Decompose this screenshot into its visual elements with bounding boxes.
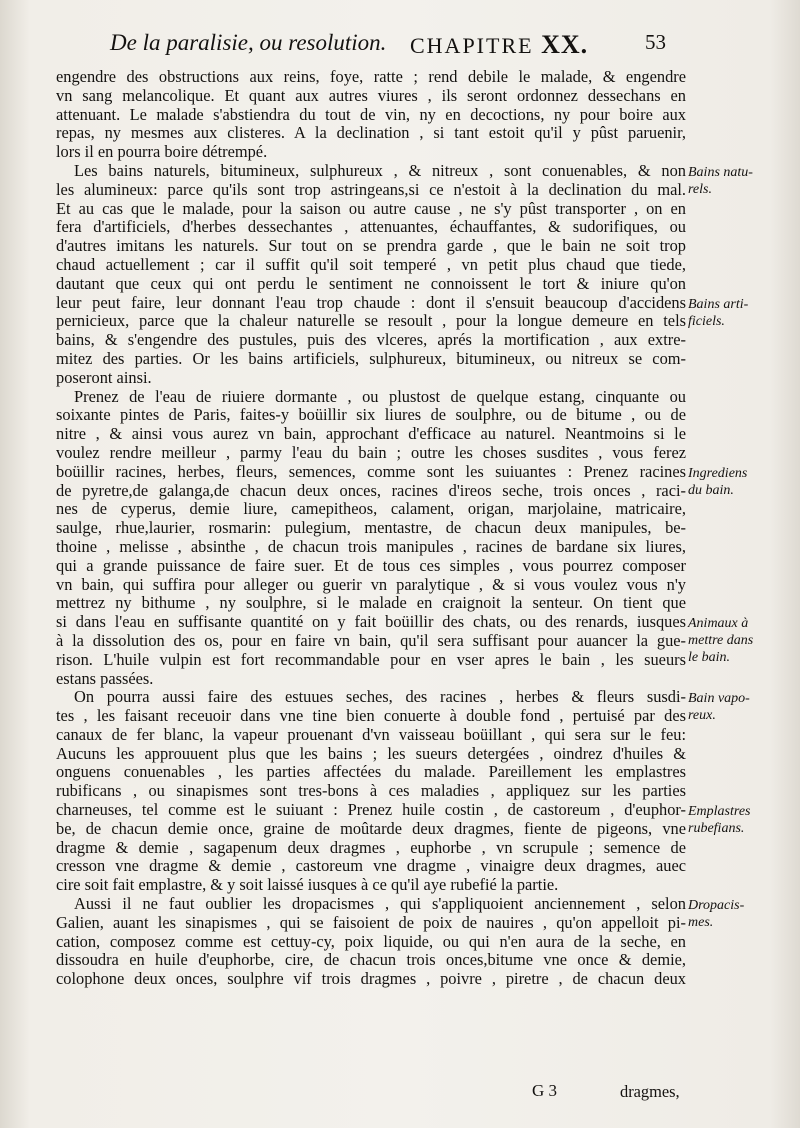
text-line: Aussi il ne faut oublier les dropacismes , qui s'appliquoient anciennement , selon [74, 895, 686, 914]
text-line: bains, & s'engendre des pustules, puis des vlceres, aprés la mortification , aux extre- [56, 331, 686, 350]
text-line: à la dissolution des os, pour en faire vn bain, qu'il sera suffisant pour auancer la gue- [56, 631, 686, 650]
text-line: mettrez ny bithume , ny soulphre, si le malade en craignoit la senteur. On tient que [56, 594, 686, 613]
margin-note-line: mettre dans [688, 633, 754, 649]
margin-note-line: reux. [688, 708, 716, 724]
text-line: Et au cas que le malade, pour la saison ou autre cause , ne s'y pûst transporter , on en [56, 199, 686, 218]
margin-note-line: Emplastres [688, 804, 751, 820]
text-line: onguens conuenables , les parties affectées du malade. Pareillement les emplastres [56, 763, 686, 782]
text-line: Prenez de l'eau de riuiere dormante , ou plustost de quelque estang, cinquante ou [74, 387, 686, 406]
text-line: canaux de fer blanc, la vapeur prouenant d'vn vaisseau boüillant , qui sera sur le feu: [56, 725, 686, 744]
margin-note-line: rubefians. [688, 821, 745, 837]
text-line: boüillir racines, herbes, fleurs, semences, comme sont les suiuantes : Prenez racines [56, 462, 686, 481]
text-line: leur peut faire, leur donnant l'eau trop chaude : dont il s'ensuit beaucoup d'accidens [56, 293, 686, 312]
margin-note-line: Bains arti- [688, 296, 749, 312]
body-text [56, 68, 686, 989]
text-line: tes , les faisant receuoir dans vne tine bien conuerte à double fond , pertuisé par des [56, 707, 686, 726]
text-line: vn bain, qui suffira pour alleger ou guerir vn paralytique , & si vous voulez vous n'y [56, 575, 686, 594]
margin-note-line: ficiels. [688, 313, 725, 329]
text-line: rison. L'huile vulpin est fort recommandable pour en vser apres le bain , les sueurs [56, 650, 686, 669]
text-line: cation, composez comme est cettuy-cy, poix liquide, ou qui n'en aura de la seche, en [56, 932, 686, 951]
text-line: voulez rendre meilleur , parmy l'eau du bain ; outre les choses susdites , vous ferez [56, 443, 686, 462]
text-line: attenuant. Le malade s'abstiendra du tout de vin, ny en decoctions, ny pour boire aux [56, 105, 686, 124]
text-line: thoine , melisse , absinthe , de chacun trois manipules , racines de bardane six liures, [56, 537, 686, 556]
text-line: qui a grande puissance de faire suer. Et de tous ces simples , vous pourrez composer [56, 556, 686, 575]
text-line: dragme & demie , sagapenum deux dragmes , euphorbe , vn scrupule ; semence de [56, 838, 686, 857]
text-line: poseront ainsi. [56, 368, 152, 387]
text-line: be, de chacun demie once, graine de moûtarde deux dragmes, fiente de pigeons, vne [56, 819, 686, 838]
running-header [110, 30, 670, 66]
text-line: rubificans , ou sinapismes sont tres-bons à ces maladies , appliquez sur les parties [56, 782, 686, 801]
margin-note-line: mes. [688, 915, 714, 931]
margin-note-line: Animaux à [688, 616, 749, 632]
text-line: dautant que ceux qui ont perdu le sentiment ne connoissent le tort & iniure qu'on [56, 274, 686, 293]
text-line: repas, ny mesmes aux clisteres. A la declination , si tant estoit qu'il y pûst paruenir, [56, 124, 686, 143]
text-line: soixante pintes de Paris, faites-y boüillir six liures de soulphre, ou de bitume , ou de [56, 406, 686, 425]
margin-note-line: du bain. [688, 482, 734, 498]
page-number: 53 [645, 30, 666, 54]
text-line: colophone deux onces, soulphre vif trois dragmes , poivre , piretre , de chacun deux [56, 970, 686, 989]
text-line: fera d'artificiels, d'herbes dessechantes , attenuantes, échauffantes, & sudorifiques, ou [56, 218, 686, 237]
margin-note [688, 897, 792, 931]
margin-note [688, 803, 792, 837]
catchword: dragmes, [620, 1082, 680, 1101]
text-line: si dans l'eau en suffisante quantité on y fait boüillir des chats, ou des renards, iusques [56, 613, 686, 632]
text-line: vn sang melancolique. Et quant aux autres viures , ils seront ordonnez dessechans en [56, 86, 686, 105]
text-line: mitez des parties. Or les bains artificiels, sulphureux, bitumineux, ou nitreux se com- [56, 349, 686, 368]
text-line: de pyretre,de galanga,de chacun deux onces, racines d'ireos seche, trois onces , raci- [56, 481, 686, 500]
text-line: les alumineux: parce qu'ils sont trop astringeans,si ce n'estoit à la declination du mal. [56, 180, 686, 199]
text-line: Aucuns les approuuent plus que les bains ; les sueurs detergées , oindrez d'huiles & [56, 744, 686, 763]
text-line: chaud actuellement ; car il suffit qu'il soit temperé , vn petit plus chaud que tiede, [56, 255, 686, 274]
text-line: cresson vne dragme & demie , castoreum vne dragme , vinaigre deux dragmes, auec [56, 857, 686, 876]
text-line: charneuses, tel comme est le suiuant : Prenez huile costin , de castoreum , d'euphor- [56, 801, 686, 820]
margin-note [688, 296, 792, 330]
text-line: estans passées. [56, 669, 154, 688]
margin-note-line: Ingrediens [688, 465, 748, 481]
margin-note-line: Bain vapo- [688, 691, 750, 707]
margin-note [688, 465, 792, 499]
chapter-label: CHAPITRE [410, 33, 534, 58]
text-line: Galien, auant les sinapismes , qui se faisoient de poix de nauires , qu'on appelloit pi- [56, 913, 686, 932]
text-line: nitre , & ainsi vous aurez vn bain, approchant d'efficace au naturel. Neantmoins si le [56, 425, 686, 444]
text-line: cire soit fait emplastre, & y soit laissé iusques à ce qu'il aye rubefié la partie. [56, 876, 559, 895]
margin-note [688, 164, 792, 198]
chapter-number: XX. [541, 30, 589, 59]
running-title: De la paralisie, ou resolution. [110, 30, 387, 55]
margin-note-line: Dropacis- [688, 898, 745, 914]
chapter-heading [410, 30, 588, 60]
text-line: lors il en pourra boire détrempé. [56, 143, 268, 162]
text-line: Les bains naturels, bitumineux, sulphureux , & nitreux , sont conuenables, & non [74, 161, 686, 180]
text-line: On pourra aussi faire des estuues seches, des racines , herbes & fleurs susdi- [74, 688, 686, 707]
text-line: dissoudra en huile d'euphorbe, cire, de chacun trois onces,bitume vne once & demie, [56, 951, 686, 970]
margin-note-line: le bain. [688, 650, 730, 666]
text-line: d'autres imitans les naturels. Sur tout on se prendra garde , que le bain ne soit trop [56, 237, 686, 256]
margin-note-line: Bains natu- [688, 165, 753, 180]
signature-mark: G 3 [532, 1081, 558, 1100]
margin-note [688, 615, 792, 666]
text-line: saulge, rhue,laurier, rosmarin: pulegium, mentastre, de chacun deux manipules, be- [56, 519, 686, 538]
text-line: pernicieux, parce que la chaleur naturelle se resoult , pour la longue demeure en tels [56, 312, 686, 331]
margin-note-line: rels. [688, 182, 712, 197]
margin-note [688, 690, 792, 724]
text-line: engendre des obstructions aux reins, foye, ratte ; rend debile le malade, & engendre [56, 68, 686, 86]
text-line: nes de cyperus, demie liure, camepitheos, calament, origan, marjolaine, matricaire, [56, 500, 686, 519]
